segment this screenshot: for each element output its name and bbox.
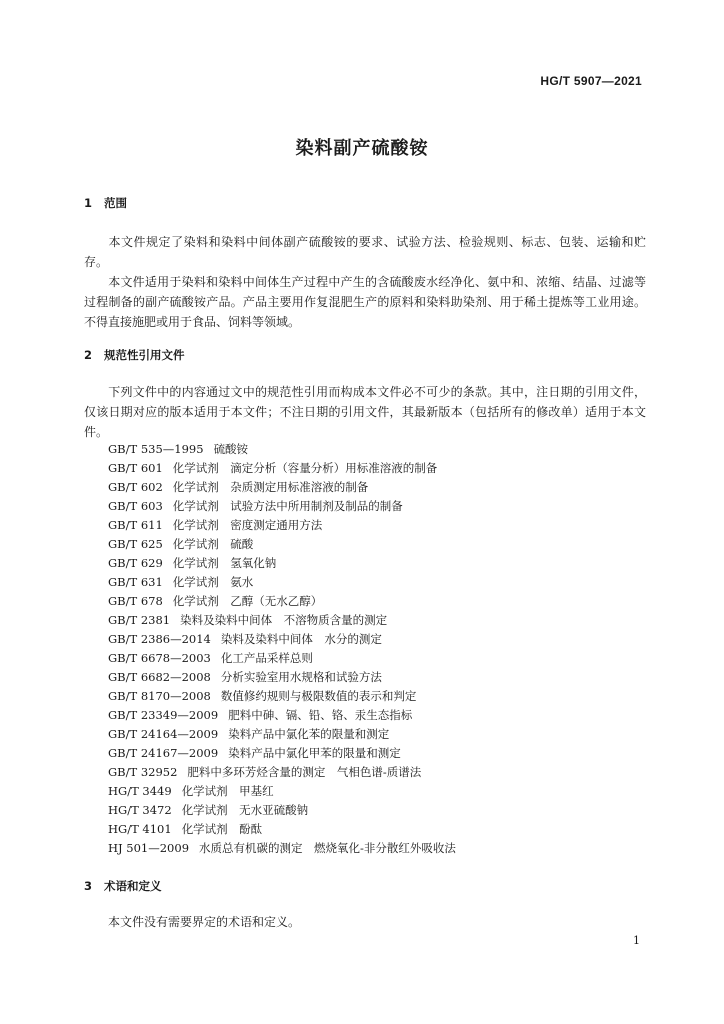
reference-item (108, 554, 456, 573)
reference-code: GB/T 601 (108, 461, 163, 475)
reference-item (108, 459, 456, 478)
reference-code: HG/T 3472 (108, 803, 172, 817)
reference-item (108, 744, 456, 763)
reference-code: GB/T 6682—2008 (108, 670, 211, 684)
reference-item (108, 649, 456, 668)
reference-item (108, 592, 456, 611)
scope-paragraph-2: 本文件适用于染料和染料中间体生产过程中产生的含硫酸废水经净化、氨中和、浓缩、结晶、过滤等过程制备的副产硫酸铵产品。产品主要用作复混肥生产的原料和染料助染剂、用于稀土提炼等工业用途。不得直接施肥或用于食品、饲料等领域。 (84, 275, 646, 329)
reference-list (108, 440, 456, 858)
reference-title: 硫酸铵 (213, 442, 249, 456)
page-number: 1 (633, 934, 640, 947)
section-title: 范围 (104, 196, 127, 210)
reference-item (108, 516, 456, 535)
document-title: 染料副产硫酸铵 (295, 138, 429, 159)
references-intro-paragraph: 下列文件中的内容通过文中的规范性引用而构成本文件必不可少的条款。其中，注日期的引用文件，仅该日期对应的版本适用于本文件；不注日期的引用文件，其最新版本（包括所有的修改单）适用于本文件。 (84, 385, 646, 439)
section-number: 3 (84, 879, 93, 893)
reference-title: 化学试剂 硫酸 (172, 537, 254, 551)
reference-title: 化学试剂 无水亚硫酸钠 (181, 803, 309, 817)
reference-code: GB/T 2381 (108, 613, 171, 627)
reference-title: 化学试剂 杂质测定用标准溶液的制备 (172, 480, 369, 494)
reference-title: 化学试剂 酚酞 (181, 822, 263, 836)
reference-code: GB/T 24167—2009 (108, 746, 219, 760)
reference-item (108, 573, 456, 592)
reference-item (108, 611, 456, 630)
reference-code: GB/T 8170—2008 (108, 689, 211, 703)
reference-title: 化学试剂 氨水 (172, 575, 254, 589)
reference-item (108, 725, 456, 744)
scope-paragraph-1: 本文件规定了染料和染料中间体副产硫酸铵的要求、试验方法、检验规则、标志、包装、运输和贮存。 (84, 235, 646, 269)
reference-item (108, 497, 456, 516)
reference-title: 化工产品采样总则 (220, 651, 313, 665)
reference-title: 化学试剂 滴定分析（容量分析）用标准溶液的制备 (172, 461, 438, 475)
reference-code: GB/T 611 (108, 518, 163, 532)
reference-item (108, 687, 456, 706)
reference-title: 化学试剂 氢氧化钠 (172, 556, 277, 570)
section-heading-terms (84, 878, 162, 894)
reference-item (108, 478, 456, 497)
standard-code: HG/T 5907—2021 (540, 74, 642, 88)
section-heading-normative-references (84, 347, 185, 363)
reference-code: GB/T 24164—2009 (108, 727, 219, 741)
reference-code: GB/T 32952 (108, 765, 178, 779)
reference-item (108, 820, 456, 839)
section-number: 1 (84, 196, 93, 210)
reference-title: 染料产品中氯化甲苯的限量和测定 (228, 746, 401, 760)
reference-item (108, 782, 456, 801)
terms-paragraph: 本文件没有需要界定的术语和定义。 (108, 915, 301, 929)
reference-code: GB/T 6678—2003 (108, 651, 211, 665)
reference-code: GB/T 2386—2014 (108, 632, 211, 646)
section-title: 规范性引用文件 (104, 348, 185, 362)
reference-item (108, 440, 456, 459)
reference-title: 化学试剂 甲基红 (181, 784, 274, 798)
reference-code: HG/T 3449 (108, 784, 172, 798)
reference-item (108, 630, 456, 649)
reference-title: 染料及染料中间体 水分的测定 (220, 632, 382, 646)
reference-code: GB/T 602 (108, 480, 163, 494)
reference-title: 染料及染料中间体 不溶物质含量的测定 (180, 613, 388, 627)
section-heading-scope (84, 195, 127, 211)
reference-code: GB/T 678 (108, 594, 163, 608)
reference-title: 肥料中砷、镉、铅、铬、汞生态指标 (228, 708, 413, 722)
section-title: 术语和定义 (104, 879, 162, 893)
reference-title: 数值修约规则与极限数值的表示和判定 (220, 689, 417, 703)
reference-title: 化学试剂 试验方法中所用制剂及制品的制备 (172, 499, 403, 513)
reference-code: GB/T 631 (108, 575, 163, 589)
reference-code: HJ 501—2009 (108, 841, 190, 855)
reference-title: 肥料中多环芳烃含量的测定 气相色谱-质谱法 (187, 765, 422, 779)
reference-code: GB/T 23349—2009 (108, 708, 219, 722)
reference-code: GB/T 603 (108, 499, 163, 513)
reference-item (108, 668, 456, 687)
reference-title: 分析实验室用水规格和试验方法 (220, 670, 382, 684)
reference-code: GB/T 625 (108, 537, 163, 551)
reference-title: 化学试剂 密度测定通用方法 (172, 518, 323, 532)
reference-item (108, 839, 456, 858)
reference-item (108, 535, 456, 554)
section-number: 2 (84, 348, 93, 362)
reference-item (108, 763, 456, 782)
reference-title: 染料产品中氯化苯的限量和测定 (228, 727, 390, 741)
reference-item (108, 706, 456, 725)
reference-title: 水质总有机碳的测定 燃烧氧化-非分散红外吸收法 (199, 841, 456, 855)
reference-code: HG/T 4101 (108, 822, 172, 836)
reference-title: 化学试剂 乙醇（无水乙醇） (172, 594, 323, 608)
reference-code: GB/T 629 (108, 556, 163, 570)
reference-code: GB/T 535—1995 (108, 442, 204, 456)
reference-item (108, 801, 456, 820)
